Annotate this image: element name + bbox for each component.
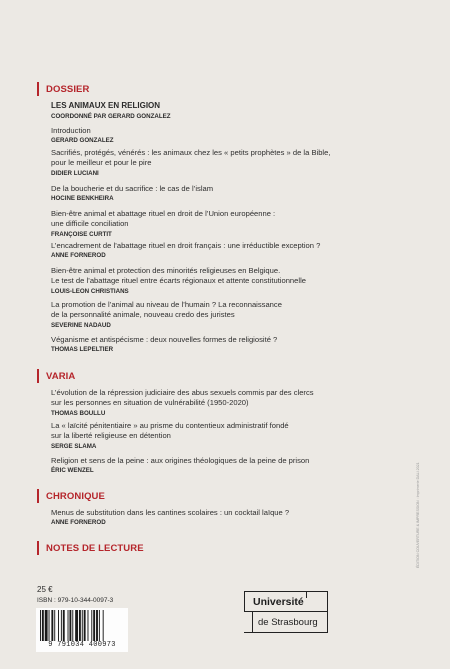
entry-title: L’évolution de la répression judiciaire des abus sexuels commis par des clercs sur les personnes en situation de vulnérabilité (1950-2020) xyxy=(51,388,314,408)
entry-author: FRANÇOISE CURTIT xyxy=(51,230,112,238)
entry-author: ÉRIC WENZEL xyxy=(51,467,94,475)
barcode-bar xyxy=(88,610,89,641)
section-chronique xyxy=(37,489,105,503)
toc-entry xyxy=(51,388,381,418)
barcode-bar xyxy=(72,610,73,641)
entry-title: La promotion de l’animal au niveau de l’humain ? La reconnaissance de la personnalité animale, nouveau credo des juristes xyxy=(51,300,282,320)
barcode-bar xyxy=(68,610,69,641)
barcode-bar xyxy=(45,610,48,641)
section-label: CHRONIQUE xyxy=(46,490,105,502)
entry-author: SERGE SLAMA xyxy=(51,442,97,450)
barcode-bar xyxy=(103,610,104,641)
toc-entry xyxy=(51,300,381,330)
entry-title: Menus de substitution dans les cantines scolaires : un cocktail laïque ? xyxy=(51,508,290,517)
barcode-bar xyxy=(51,610,53,641)
toc-entry xyxy=(51,184,381,203)
logo-line-2: de Strasbourg xyxy=(258,617,318,628)
section-bar xyxy=(37,369,39,383)
entry-author: THOMAS BOULLU xyxy=(51,409,106,417)
barcode-bar xyxy=(96,610,98,641)
section-label: VARIA xyxy=(46,370,76,382)
barcode-digits: 9 791034 400973 xyxy=(48,641,116,649)
entry-title: Véganisme et antispécisme : deux nouvelles formes de religiosité ? xyxy=(51,335,278,344)
barcode-bars xyxy=(40,610,124,641)
barcode-bar xyxy=(99,610,100,641)
barcode-bar xyxy=(49,610,50,641)
toc-entry xyxy=(51,456,381,475)
toc-entry xyxy=(51,126,381,145)
entry-author: ANNE FORNEROD xyxy=(51,252,106,260)
barcode-bar xyxy=(93,610,95,641)
barcode-bar xyxy=(91,610,92,641)
toc-entry xyxy=(51,266,381,296)
toc-entry xyxy=(51,241,381,260)
section-dossier xyxy=(37,82,89,96)
barcode-bar xyxy=(69,610,71,641)
price: 25 € xyxy=(37,585,53,594)
section-label: NOTES DE LECTURE xyxy=(46,542,144,554)
barcode-bar xyxy=(61,610,62,641)
toc-entry xyxy=(51,335,381,354)
entry-author: HOCINE BENKHEIRA xyxy=(51,195,114,203)
toc-entry xyxy=(51,508,381,527)
barcode-bar xyxy=(75,610,78,641)
barcode-bar xyxy=(40,610,41,641)
logo-bottom-box xyxy=(244,611,328,633)
barcode-bar xyxy=(54,610,55,641)
entry-title: Religion et sens de la peine : aux origines théologiques de la peine de prison xyxy=(51,456,310,465)
barcode-bar xyxy=(58,610,59,641)
toc-entry xyxy=(51,209,381,239)
section-label: DOSSIER xyxy=(46,83,90,95)
logo-tick xyxy=(306,591,307,598)
logo-line-1: Université xyxy=(253,596,304,608)
entry-title: L’encadrement de l’abattage rituel en droit français : une irréductible exception ? xyxy=(51,241,321,250)
entry-author: LOUIS-LEON CHRISTIANS xyxy=(51,287,129,295)
entry-title: De la boucherie et du sacrifice : le cas de l’islam xyxy=(51,184,214,193)
section-bar xyxy=(37,489,39,503)
printer-credit: ÉDITION COUVERTURE & IMPRESSION : Imprimerie DALI 2021 xyxy=(416,462,420,568)
barcode-bar xyxy=(79,610,81,641)
barcode-bar xyxy=(82,610,83,641)
publisher-logo xyxy=(244,591,328,633)
logo-top-box xyxy=(244,591,328,612)
entry-title: Bien-être animal et abattage rituel en droit de l’Union européenne : une difficile conciliation xyxy=(51,209,276,229)
entry-author: ANNE FORNEROD xyxy=(51,519,106,527)
barcode-bar xyxy=(84,610,86,641)
entry-title: La « laïcité pénitentiaire » au prisme du contentieux administratif fondé sur la liberté religieuse en détention xyxy=(51,421,289,441)
entry-author: DIDIER LUCIANI xyxy=(51,169,99,177)
entry-author: THOMAS LEPELTIER xyxy=(51,346,114,354)
dossier-title: LES ANIMAUX EN RELIGION xyxy=(51,101,161,110)
entry-author: SEVERINE NADAUD xyxy=(51,321,111,329)
section-notes-de-lecture xyxy=(37,541,144,555)
entry-author: GERARD GONZALEZ xyxy=(51,137,114,145)
section-bar xyxy=(37,541,39,555)
dossier-coordinator: COORDONNÉ PAR GERARD GONZALEZ xyxy=(51,113,171,120)
toc-entry xyxy=(51,148,381,178)
barcode xyxy=(36,608,128,652)
toc-entry xyxy=(51,421,381,451)
barcode-bar xyxy=(42,610,44,641)
section-bar xyxy=(37,82,39,96)
barcode-bar xyxy=(63,610,65,641)
entry-title: Sacrifiés, protégés, vénérés : les animaux chez les « petits prophètes » de la Bible, pour le meilleur et pour le pire xyxy=(51,148,331,168)
entry-title: Introduction xyxy=(51,126,91,135)
logo-tick xyxy=(252,612,253,633)
section-varia xyxy=(37,369,75,383)
isbn: ISBN : 979-10-344-0097-3 xyxy=(37,597,114,604)
entry-title: Bien-être animal et protection des minorités religieuses en Belgique. Le test de l’abattage rituel entre écarts régionaux et attente constitutionnelle xyxy=(51,266,306,286)
